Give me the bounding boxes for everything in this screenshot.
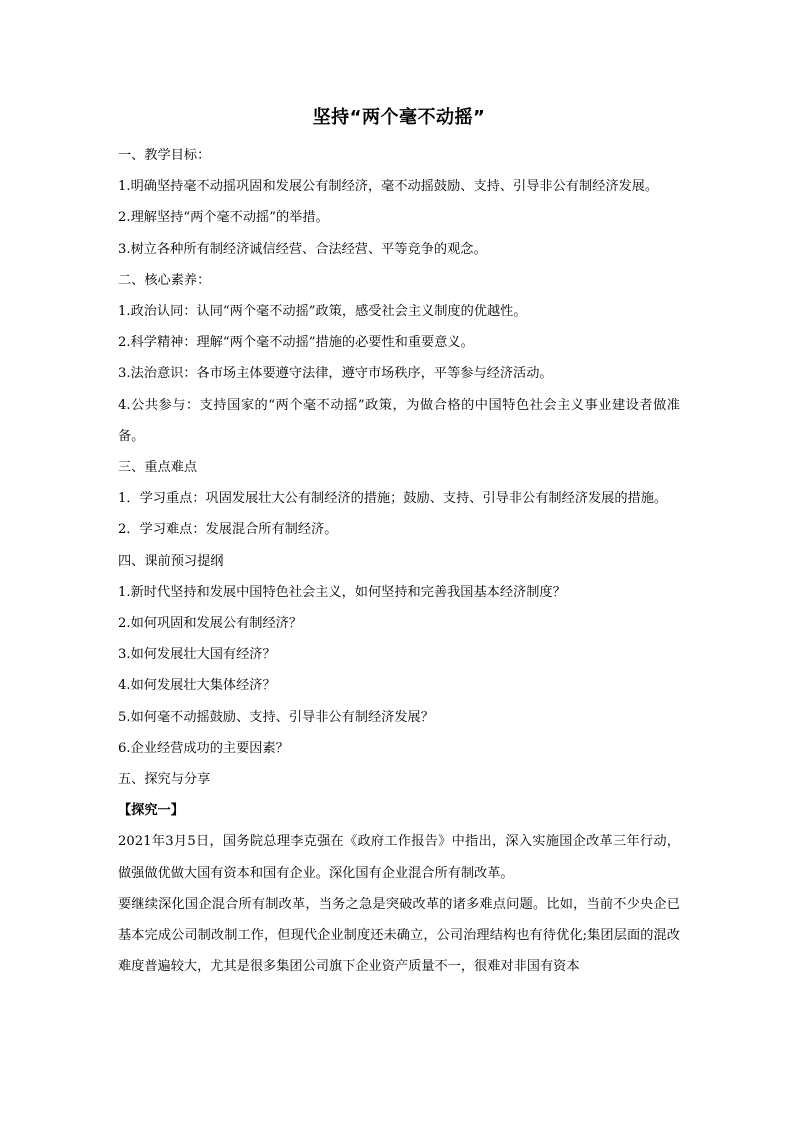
list-item: 4.如何发展壮大集体经济？	[118, 678, 276, 694]
section-core-literacy	[118, 265, 680, 452]
list-item: 2.理解坚持“两个毫不动摇”的举措。	[118, 210, 329, 226]
section-heading: 五、探究与分享	[118, 772, 211, 788]
list-item: 5.如何毫不动摇鼓励、支持、引导非公有制经济发展？	[118, 709, 434, 725]
body-paragraph: 要继续深化国企混合所有制改革，当务之急是突破改革的诸多难点问题。比如，当前不少央企已基本完成公司制改制工作，但现代企业制度还未确立，公司治理结构也有待优化;集团层面的混改难度普遍较大，尤其是很多集团公司旗下企业资产质量不一，很难对非国有资本	[118, 896, 680, 975]
list-item: 2.科学精神：理解“两个毫不动摇”措施的必要性和重要意义。	[118, 335, 474, 351]
list-item: 1．学习重点：巩固发展壮大公有制经济的措施；鼓励、支持、引导非公有制经济发展的措施。	[118, 491, 668, 507]
section-key-points	[118, 452, 680, 546]
list-item: 1.新时代坚持和发展中国特色社会主义，如何坚持和完善我国基本经济制度？	[118, 584, 566, 600]
section-heading: 三、重点难点	[118, 460, 198, 476]
document-title: 坚持“两个毫不动摇”	[312, 107, 486, 128]
section-heading: 四、课前预习提纲	[118, 553, 224, 569]
section-teaching-goals	[118, 140, 680, 265]
list-item: 1.明确坚持毫不动摇巩固和发展公有制经济，毫不动摇鼓励、支持、引导非公有制经济发展。	[118, 179, 659, 195]
section-explore-share	[118, 764, 680, 982]
list-item: 2.如何巩固和发展公有制经济？	[118, 616, 303, 632]
body-paragraph: 2021年3月5日，国务院总理李克强在《政府工作报告》中指出，深入实施国企改革三年行动，做强做优做大国有资本和国有企业。深化国有企业混合所有制改革。	[118, 834, 680, 881]
section-heading: 一、教学目标：	[118, 148, 211, 163]
explore-subheading: 【探究一】	[118, 803, 184, 819]
list-item: 3.树立各种所有制经济诚信经营、合法经营、平等竞争的观念。	[118, 241, 487, 257]
list-item: 4.公共参与：支持国家的“两个毫不动摇”政策，为做合格的中国特色社会主义事业建设者做准备。	[118, 397, 680, 444]
list-item: 3.如何发展壮大国有经济？	[118, 647, 276, 663]
list-item: 2．学习难点：发展混合所有制经济。	[118, 522, 338, 538]
document-page	[118, 104, 680, 982]
section-preview-outline	[118, 546, 680, 764]
section-heading: 二、核心素养：	[118, 272, 211, 288]
list-item: 1.政治认同：认同“两个毫不动摇”政策，感受社会主义制度的优越性。	[118, 304, 527, 320]
list-item: 6.企业经营成功的主要因素？	[118, 740, 289, 756]
list-item: 3.法治意识：各市场主体要遵守法律，遵守市场秩序，平等参与经济活动。	[118, 366, 553, 382]
